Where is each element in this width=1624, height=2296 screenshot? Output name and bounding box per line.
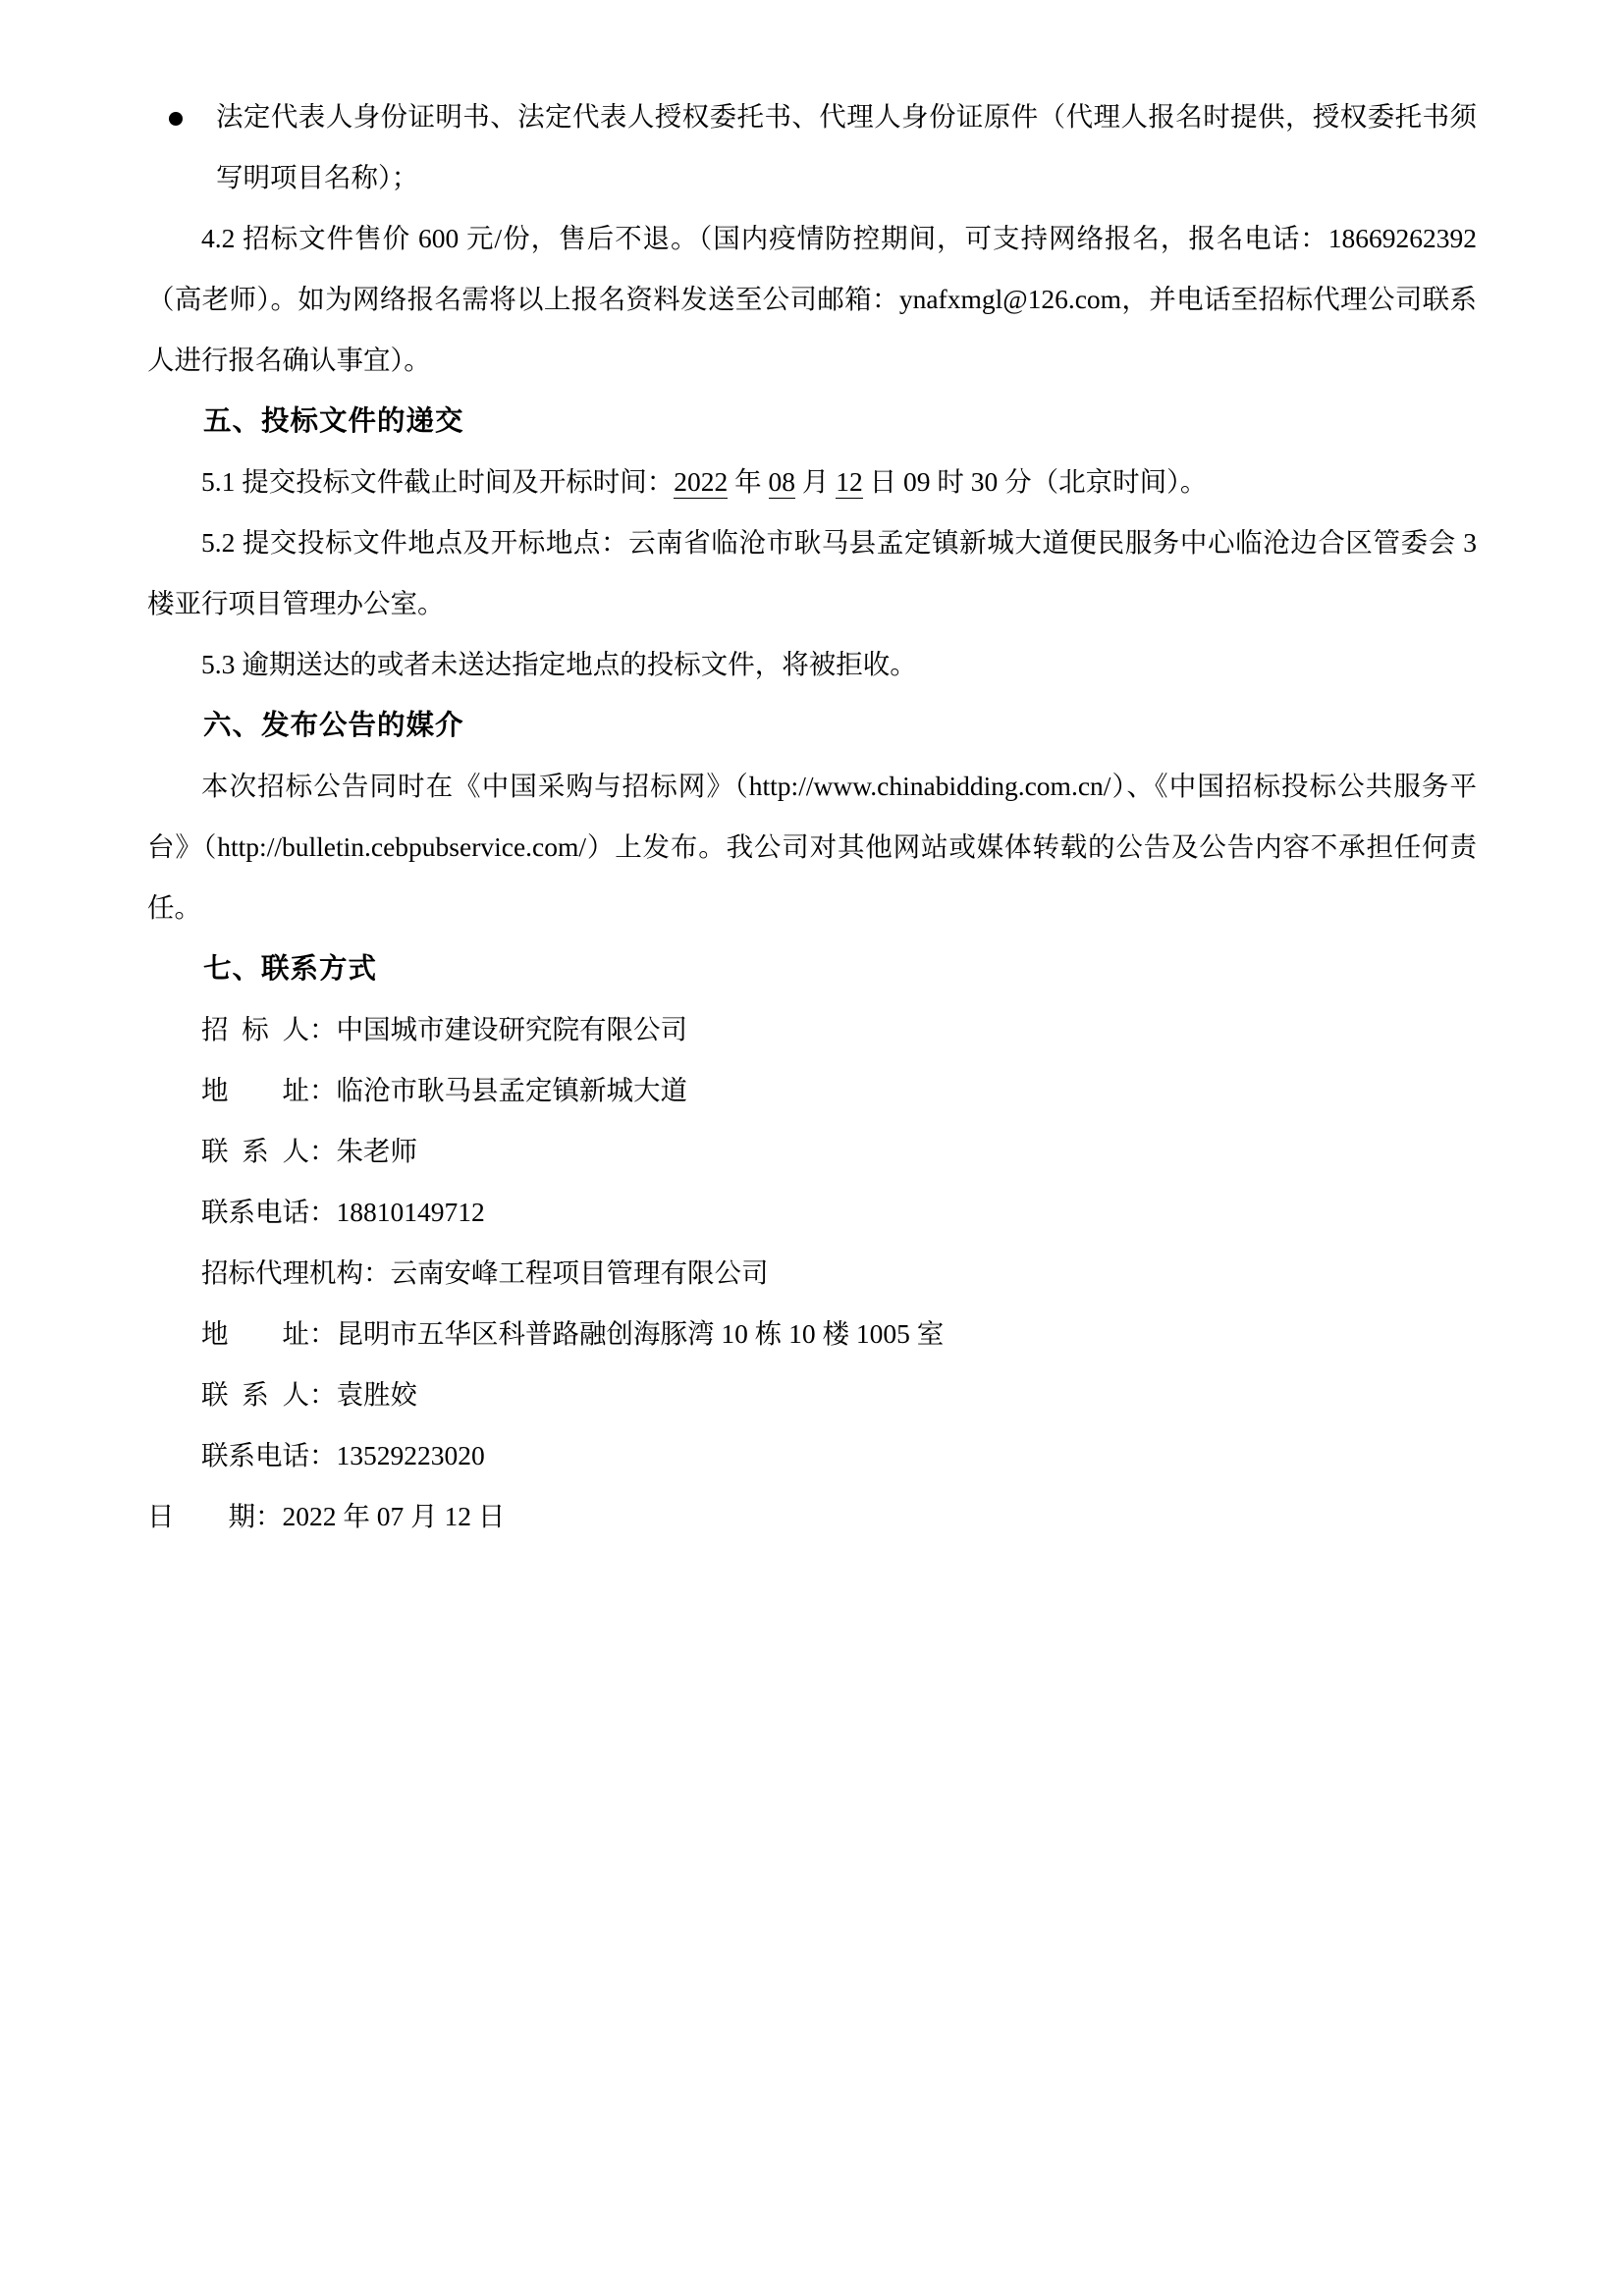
contact-row-agency-person xyxy=(147,1364,1477,1425)
contact-label: 联 系 人： xyxy=(201,1379,337,1410)
document-body xyxy=(147,86,1477,1547)
contact-value: 昆明市五华区科普路融创海豚湾 10 栋 10 楼 1005 室 xyxy=(336,1318,945,1349)
section-heading-seven: 七、联系方式 xyxy=(203,952,378,985)
contact-value: 13529223020 xyxy=(336,1440,485,1470)
contact-value: 云南安峰工程项目管理有限公司 xyxy=(390,1257,769,1288)
bullet-list-item xyxy=(169,86,1477,208)
clause-4-2: 4.2 招标文件售价 600 元/份，售后不退。（国内疫情防控期间，可支持网络报名，报名电话：18669262392（高老师）。如为网络报名需将以上报名资料发送至公司邮箱：ynafxmgl@126.com，并电话至招标代理公司联系人进行报名确认事宜）。 xyxy=(147,223,1477,375)
contact-label: 招标代理机构： xyxy=(201,1257,391,1288)
clause-5-1-month-unit: 月 xyxy=(795,466,837,497)
section-heading-five: 五、投标文件的递交 xyxy=(203,404,464,437)
contact-row-agency xyxy=(147,1243,1477,1304)
contact-label: 招 标 人： xyxy=(201,1014,337,1044)
clause-5-1-suffix: 日 09 时 30 分（北京时间）。 xyxy=(862,466,1208,497)
contact-value: 临沧市耿马县孟定镇新城大道 xyxy=(336,1075,687,1105)
contact-row-person xyxy=(147,1121,1477,1182)
contact-label: 联 系 人： xyxy=(201,1136,337,1166)
bullet-item-text: 法定代表人身份证明书、法定代表人授权委托书、代理人身份证原件（代理人报名时提供，授权委托书须写明项目名称）； xyxy=(216,101,1477,192)
clause-5-2: 5.2 提交投标文件地点及开标地点：云南省临沧市耿马县孟定镇新城大道便民服务中心临沧边合区管委会 3 楼亚行项目管理办公室。 xyxy=(147,527,1477,618)
paragraph-six: 本次招标公告同时在《中国采购与招标网》（http://www.chinabidding.com.cn/）、《中国招标投标公共服务平台》（http://bulletin.cebpubservice.com/）上发布。我公司对其他网站或媒体转载的公告及公告内容不承担任何责任。 xyxy=(147,771,1477,923)
contact-label: 地 址： xyxy=(201,1075,337,1105)
contact-list xyxy=(147,999,1477,1486)
contact-value: 18810149712 xyxy=(336,1197,485,1227)
clause-5-1 xyxy=(147,452,1477,512)
date-label: 日 期： xyxy=(147,1501,283,1531)
contact-row-tenderer xyxy=(147,999,1477,1060)
contact-row-phone xyxy=(147,1182,1477,1243)
date-value: 2022 年 07 月 12 日 xyxy=(282,1501,506,1531)
clause-5-1-prefix: 5.1 提交投标文件截止时间及开标时间： xyxy=(201,466,675,497)
bullet-dot-icon xyxy=(169,112,183,126)
clause-5-1-month: 08 xyxy=(768,466,795,497)
contact-value: 朱老师 xyxy=(336,1136,417,1166)
contact-value: 中国城市建设研究院有限公司 xyxy=(336,1014,687,1044)
clause-5-3: 5.3 逾期送达的或者未送达指定地点的投标文件，将被拒收。 xyxy=(201,649,917,679)
date-row xyxy=(147,1486,1477,1547)
contact-label: 地 址： xyxy=(201,1318,337,1349)
clause-5-1-year-unit: 年 xyxy=(728,466,769,497)
contact-row-agency-address xyxy=(147,1304,1477,1364)
contact-label: 联系电话： xyxy=(201,1440,337,1470)
clause-5-1-year: 2022 xyxy=(674,466,729,497)
contact-row-agency-phone xyxy=(147,1425,1477,1486)
contact-value: 袁胜姣 xyxy=(336,1379,417,1410)
section-heading-six: 六、发布公告的媒介 xyxy=(203,709,464,741)
contact-row-address xyxy=(147,1060,1477,1121)
contact-label: 联系电话： xyxy=(201,1197,337,1227)
clause-5-1-day: 12 xyxy=(836,466,863,497)
